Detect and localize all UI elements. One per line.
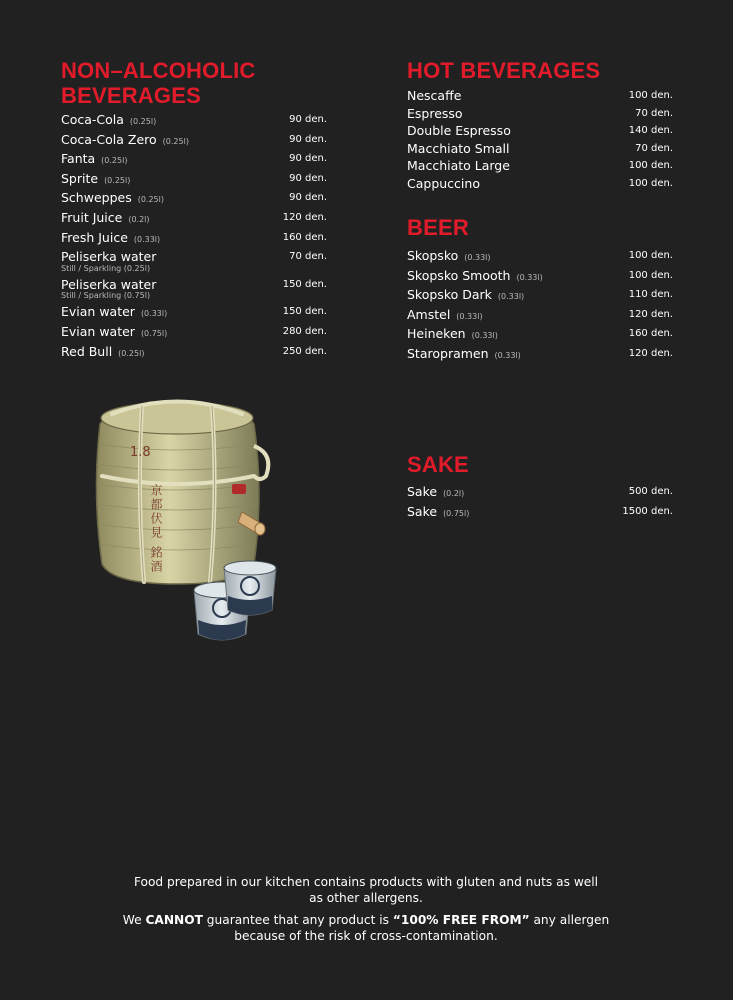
menu-item-price: 90 den. [289, 114, 327, 125]
menu-item-name [407, 140, 509, 158]
item-name-text: Skopsko Smooth [407, 267, 511, 283]
menu-item [61, 111, 327, 131]
menu-item-price: 120 den. [628, 308, 673, 320]
menu-item-name [61, 229, 160, 249]
menu-item [407, 267, 673, 287]
menu-item-name [61, 131, 189, 151]
menu-item [407, 345, 673, 365]
menu-item-name [407, 267, 543, 287]
sake-heading: SAKE [407, 452, 469, 477]
menu-item-name [407, 247, 491, 267]
item-name-text: Evian water [61, 323, 135, 339]
menu-item [61, 248, 327, 276]
notice-free-from: “100% FREE FROM” [392, 913, 530, 927]
menu-item-name [407, 157, 510, 175]
menu-item [407, 306, 673, 326]
allergen-notice-line2 [66, 912, 666, 944]
menu-item [407, 483, 673, 503]
menu-item [407, 157, 673, 175]
item-name-text: Fresh Juice [61, 229, 128, 245]
menu-item-name [61, 343, 144, 363]
menu-item-price: 140 den. [628, 125, 673, 137]
item-name-text: Fanta [61, 151, 96, 167]
menu-item [61, 150, 327, 170]
menu-item [61, 209, 327, 229]
allergen-notice-line1: Food prepared in our kitchen contains products with gluten and nuts as well as other allergens. [133, 875, 599, 905]
menu-item-name [407, 503, 469, 523]
barrel-label-size: 1.8 [130, 445, 151, 460]
menu-item-volume: (0.25l) [118, 348, 145, 358]
menu-item-subtitle: Still / Sparkling (0.75l) [61, 291, 151, 301]
item-name-text: Staropramen [407, 345, 489, 361]
menu-item-volume: (0.33l) [464, 253, 491, 262]
menu-item-volume: (0.33l) [456, 311, 483, 321]
item-name-text: Sake [407, 503, 438, 519]
menu-item-name [61, 209, 150, 229]
menu-item-price: 1500 den. [622, 505, 673, 517]
menu-item-name [61, 150, 127, 170]
menu-item [61, 276, 327, 304]
item-name-text: Red Bull [61, 343, 113, 359]
notice-text-c: guarantee that any product is [202, 913, 393, 927]
menu-item-name [407, 325, 498, 345]
menu-item-name [407, 483, 464, 503]
menu-item-volume: (0.33l) [471, 331, 498, 341]
menu-item-volume: (0.33l) [140, 309, 168, 319]
menu-item-volume: (0.33l) [497, 292, 525, 302]
menu-item-volume: (0.25l) [162, 136, 189, 146]
menu-item-name [61, 111, 156, 131]
allergen-notice [66, 874, 666, 950]
menu-item-name [407, 306, 483, 326]
menu-item-price: 500 den. [628, 486, 673, 497]
menu-item-volume: (0.33l) [133, 234, 161, 244]
menu-item-volume: (0.33l) [516, 272, 543, 282]
item-name-text: Espresso [407, 105, 463, 121]
menu-item-price: 70 den. [635, 107, 673, 119]
menu-item [407, 247, 673, 267]
menu-item-volume: (0.25l) [104, 175, 131, 185]
menu-item-name [407, 345, 521, 365]
menu-item-name [61, 303, 167, 323]
item-name-text: Coca-Cola Zero [61, 131, 157, 147]
notice-cannot: CANNOT [145, 913, 203, 927]
menu-item [61, 131, 327, 151]
menu-item-price: 250 den. [282, 345, 327, 357]
item-name-text: Peliserka water [61, 276, 157, 292]
menu-item-price: 90 den. [289, 172, 327, 184]
non-alcoholic-section [61, 58, 327, 362]
menu-item [407, 140, 673, 158]
menu-item-price: 280 den. [282, 325, 327, 337]
item-name-text: Sprite [61, 170, 99, 186]
menu-item [407, 105, 673, 123]
menu-item-price: 100 den. [628, 269, 673, 281]
menu-item-name [407, 105, 463, 123]
item-name-text: Peliserka water [61, 249, 157, 265]
menu-item [407, 175, 673, 193]
menu-item-price: 100 den. [628, 177, 673, 189]
item-name-text: Double Espresso [407, 123, 511, 139]
sake-list [407, 483, 673, 522]
menu-item [407, 503, 673, 523]
item-name-text: Skopsko Dark [407, 287, 492, 303]
item-name-text: Cappuccino [407, 175, 480, 191]
menu-item-name [61, 323, 167, 343]
menu-item [407, 122, 673, 140]
notice-text-e: any allergen because of the risk of cross-contamination. [234, 913, 610, 943]
menu-item-price: 120 den. [628, 347, 673, 359]
menu-item-price: 70 den. [635, 142, 673, 154]
menu-item-volume: (0.25l) [129, 117, 157, 126]
item-name-text: Macchiato Small [407, 140, 510, 156]
menu-item-price: 110 den. [628, 289, 673, 301]
menu-item-price: 120 den. [282, 211, 327, 223]
menu-item [407, 87, 673, 105]
item-name-text: Coca-Cola [61, 112, 124, 127]
menu-item-volume: (0.2l) [128, 214, 150, 224]
menu-item-name [407, 122, 511, 140]
menu-item [61, 343, 327, 363]
sake-barrel [96, 402, 268, 585]
menu-item [407, 325, 673, 345]
menu-item-price: 100 den. [628, 250, 673, 261]
menu-item [61, 303, 327, 323]
menu-item-subtitle: Still / Sparkling (0.25l) [61, 263, 151, 273]
item-name-text: Evian water [61, 304, 135, 320]
hot-beverages-section [407, 58, 673, 193]
beer-list [407, 247, 673, 365]
item-name-text: Skopsko [407, 248, 459, 263]
sake-barrel-illustration [82, 384, 282, 654]
non-alcoholic-list [61, 111, 327, 362]
sake-cup-right [224, 561, 276, 615]
menu-item-volume: (0.25l) [101, 156, 128, 166]
menu-item [61, 229, 327, 249]
item-name-text: Fruit Juice [61, 209, 123, 225]
menu-item-volume: (0.75l) [443, 508, 470, 518]
non-alcoholic-heading: NON–ALCOHOLIC BEVERAGES [61, 58, 256, 108]
item-name-text: Nescaffe [407, 88, 462, 103]
barrel-label-kanji: 京都伏見 銘酒 [149, 484, 163, 574]
menu-item-price: 70 den. [289, 251, 327, 263]
item-name-text: Macchiato Large [407, 158, 510, 174]
hot-beverages-list [407, 87, 673, 193]
menu-item-volume: (0.25l) [137, 195, 164, 205]
menu-item-name [407, 87, 461, 105]
sake-section [407, 452, 673, 522]
menu-item-price: 90 den. [289, 153, 327, 165]
hot-beverages-heading: HOT BEVERAGES [407, 58, 601, 83]
item-name-text: Amstel [407, 306, 451, 322]
menu-item-price: 150 den. [282, 278, 327, 290]
menu-item [61, 189, 327, 209]
menu-item-name [407, 286, 524, 306]
menu-item-volume: (0.33l) [494, 350, 521, 360]
menu-item-price: 100 den. [628, 160, 673, 172]
menu-item-volume: (0.75l) [140, 328, 168, 338]
notice-text-a: We [122, 913, 146, 927]
menu-item-name [61, 189, 164, 209]
menu-item-price: 150 den. [282, 306, 327, 318]
menu-item [61, 323, 327, 343]
menu-item-price: 160 den. [628, 328, 673, 340]
menu-item-price: 90 den. [289, 133, 327, 145]
menu-item-price: 160 den. [282, 231, 327, 243]
menu-item [61, 170, 327, 190]
menu-item-price: 90 den. [289, 192, 327, 204]
beer-section [407, 215, 673, 365]
menu-item-volume: (0.2l) [443, 489, 465, 498]
menu-item-price: 100 den. [628, 90, 673, 101]
menu-item-name [407, 175, 480, 193]
beer-heading: BEER [407, 215, 469, 240]
item-name-text: Sake [407, 484, 438, 499]
menu-item [407, 286, 673, 306]
item-name-text: Schweppes [61, 190, 132, 206]
item-name-text: Heineken [407, 326, 466, 342]
menu-item-name [61, 170, 130, 190]
